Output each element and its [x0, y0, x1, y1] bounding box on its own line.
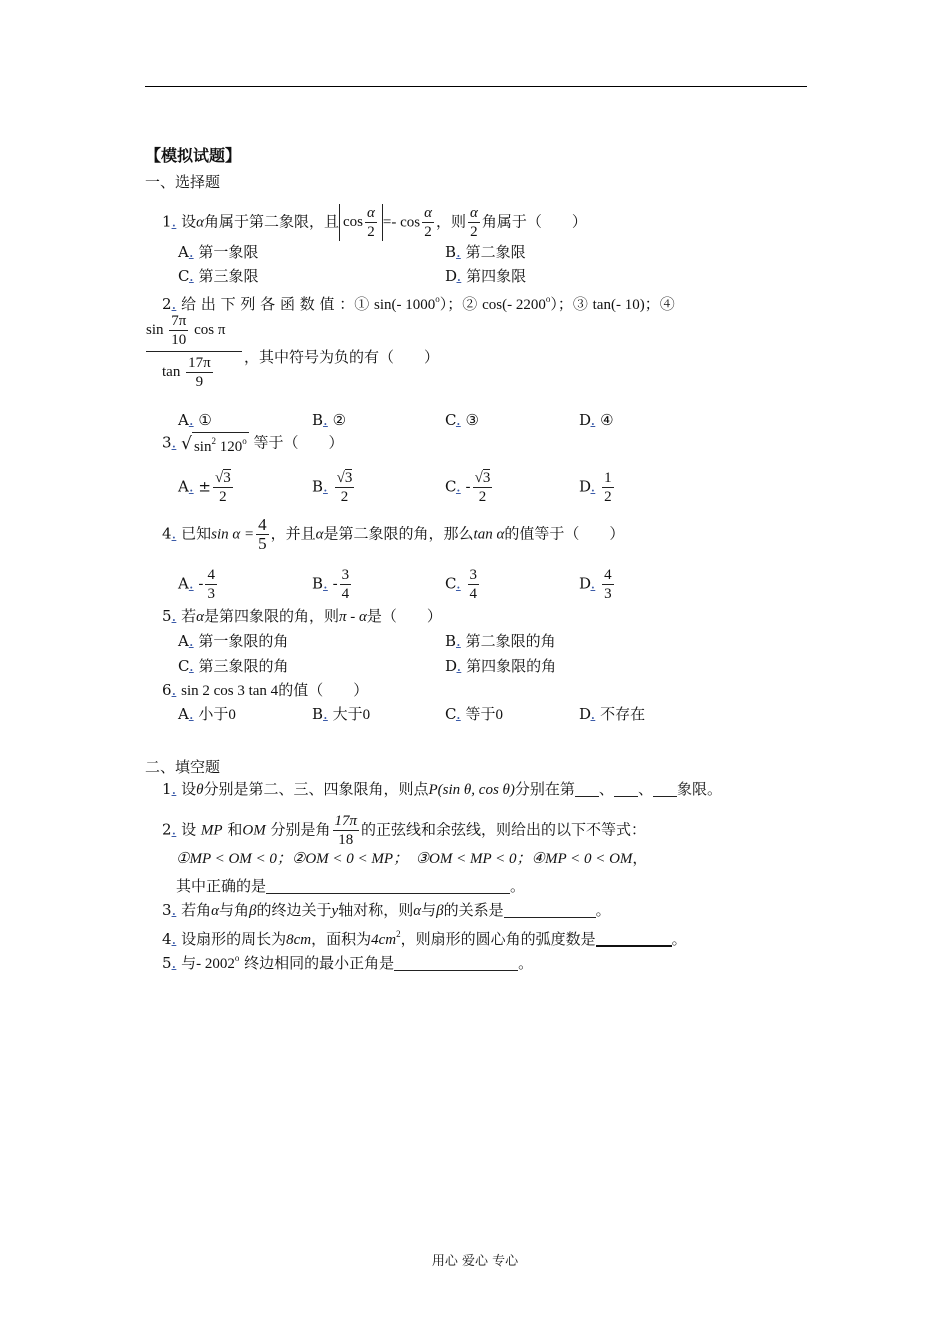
question-4: 4. 已知sin α = $\frac{4}{5}$ ，并且α是第二象限的角，那么tan α的值等于（ ）	[162, 515, 625, 553]
q4-option-d[interactable]: D. $\frac{4}{3}$	[579, 567, 612, 602]
fill-question-2: 2. 设 MP 和OM 分别是角 $\frac{17\pi}{18}$ 的正弦线和余弦线，则给出的以下不等式：	[162, 813, 647, 848]
q2-option-d[interactable]: D. ④	[579, 411, 614, 429]
fill-1-blank-2[interactable]	[614, 781, 638, 797]
fill-1-blank-3[interactable]	[653, 781, 677, 797]
q2-option-b[interactable]: B. ②	[312, 411, 347, 429]
q6-option-d[interactable]: D. 不存在	[579, 705, 646, 723]
q6-option-c[interactable]: C. 等于0	[445, 705, 504, 723]
section-fill-heading: 二、填空题	[145, 758, 221, 776]
section-choice-heading: 一、选择题	[145, 173, 221, 191]
q2-option-c[interactable]: C. ③	[445, 411, 479, 429]
page-footer: 用心 爱心 专心	[431, 1254, 519, 1269]
q2-suffix: ，其中符号为负的有（ ）	[244, 348, 440, 366]
question-5: 5. 若α是第四象限的角，则π - α是（ ）	[162, 607, 442, 625]
q1-option-b[interactable]: B. 第二象限	[445, 243, 526, 261]
page-title: 【模拟试题】	[145, 146, 242, 165]
q3-option-c[interactable]: C. - $\frac{√3}{2}$	[445, 470, 491, 505]
q5-option-d[interactable]: D. 第四象限的角	[445, 657, 557, 675]
question-1: 1. 设α角属于第二象限，且 cos $\frac{\alpha}{2}$ =- cos $\frac{\alpha}{2}$ ，则 $\frac{\alpha}{2}$ 角属于（ ）	[162, 205, 587, 240]
question-6: 6. sin 2 cos 3 tan 4的值（ ）	[162, 681, 369, 699]
q3-option-b[interactable]: B. $\frac{√3}{2}$	[312, 470, 353, 505]
fill-5-blank[interactable]	[394, 955, 518, 971]
q1-option-a[interactable]: A. 第一象限	[178, 243, 259, 261]
q6-option-b[interactable]: B. 大于0	[312, 705, 371, 723]
q2-option-a[interactable]: A. ①	[178, 411, 212, 429]
q5-option-b[interactable]: B. 第二象限的角	[445, 632, 556, 650]
q2-fraction-4: sin $\frac{7\pi}{10}$ cos π tan $\frac{17\pi}{9}$	[146, 312, 242, 391]
q5-option-a[interactable]: A. 第一象限的角	[178, 632, 289, 650]
fill-2-answer-line: 其中正确的是 。	[176, 877, 526, 895]
q3-option-a[interactable]: A. ± $\frac{√3}{2}$	[178, 470, 231, 505]
q4-option-a[interactable]: A. - $\frac{4}{3}$	[178, 567, 215, 602]
q4-option-b[interactable]: B. - $\frac{3}{4}$	[312, 567, 350, 602]
header-rule	[145, 86, 807, 87]
fill-question-3: 3. 若角α与角β的终边关于y轴对称，则α与β的关系是 。	[162, 901, 611, 919]
fill-question-1: 1. 设θ分别是第二、三、四象限角，则点P(sin θ, cos θ)分别在第 、 、 象限。	[162, 780, 722, 798]
question-2: 2. 给 出 下 列 各 函 数 值 ：① sin(- 1000$^o$）；② cos(- 2200$^o$）；③ tan(- 10)；④	[162, 294, 675, 313]
fill-1-blank-1[interactable]	[575, 781, 599, 797]
question-3: 3. √ $\sin^2 120^o$ 等于（ ）	[162, 433, 344, 455]
q6-option-a[interactable]: A. 小于0	[178, 705, 236, 723]
fill-question-5: 5. 与- 2002$^o$ 终边相同的最小正角是 。	[162, 953, 534, 972]
fill-4-blank[interactable]	[596, 930, 672, 947]
fill-2-blank[interactable]	[266, 878, 510, 894]
q1-option-c[interactable]: C. 第三象限	[178, 267, 259, 285]
q5-option-c[interactable]: C. 第三象限的角	[178, 657, 289, 675]
fill-question-4: 4. 设扇形的周长为8cm，面积为$4cm^2$，则扇形的圆心角的弧度数是 。	[162, 929, 687, 948]
fill-3-blank[interactable]	[504, 902, 596, 918]
q4-option-c[interactable]: C. $\frac{3}{4}$	[445, 567, 478, 602]
q3-option-d[interactable]: D. $\frac{1}{2}$	[579, 470, 612, 505]
fill-2-inequalities: ①MP < OM < 0；②OM < 0 < MP； ③OM < MP < 0；④MP < 0 < OM，	[176, 849, 648, 867]
q1-option-d[interactable]: D. 第四象限	[445, 267, 527, 285]
